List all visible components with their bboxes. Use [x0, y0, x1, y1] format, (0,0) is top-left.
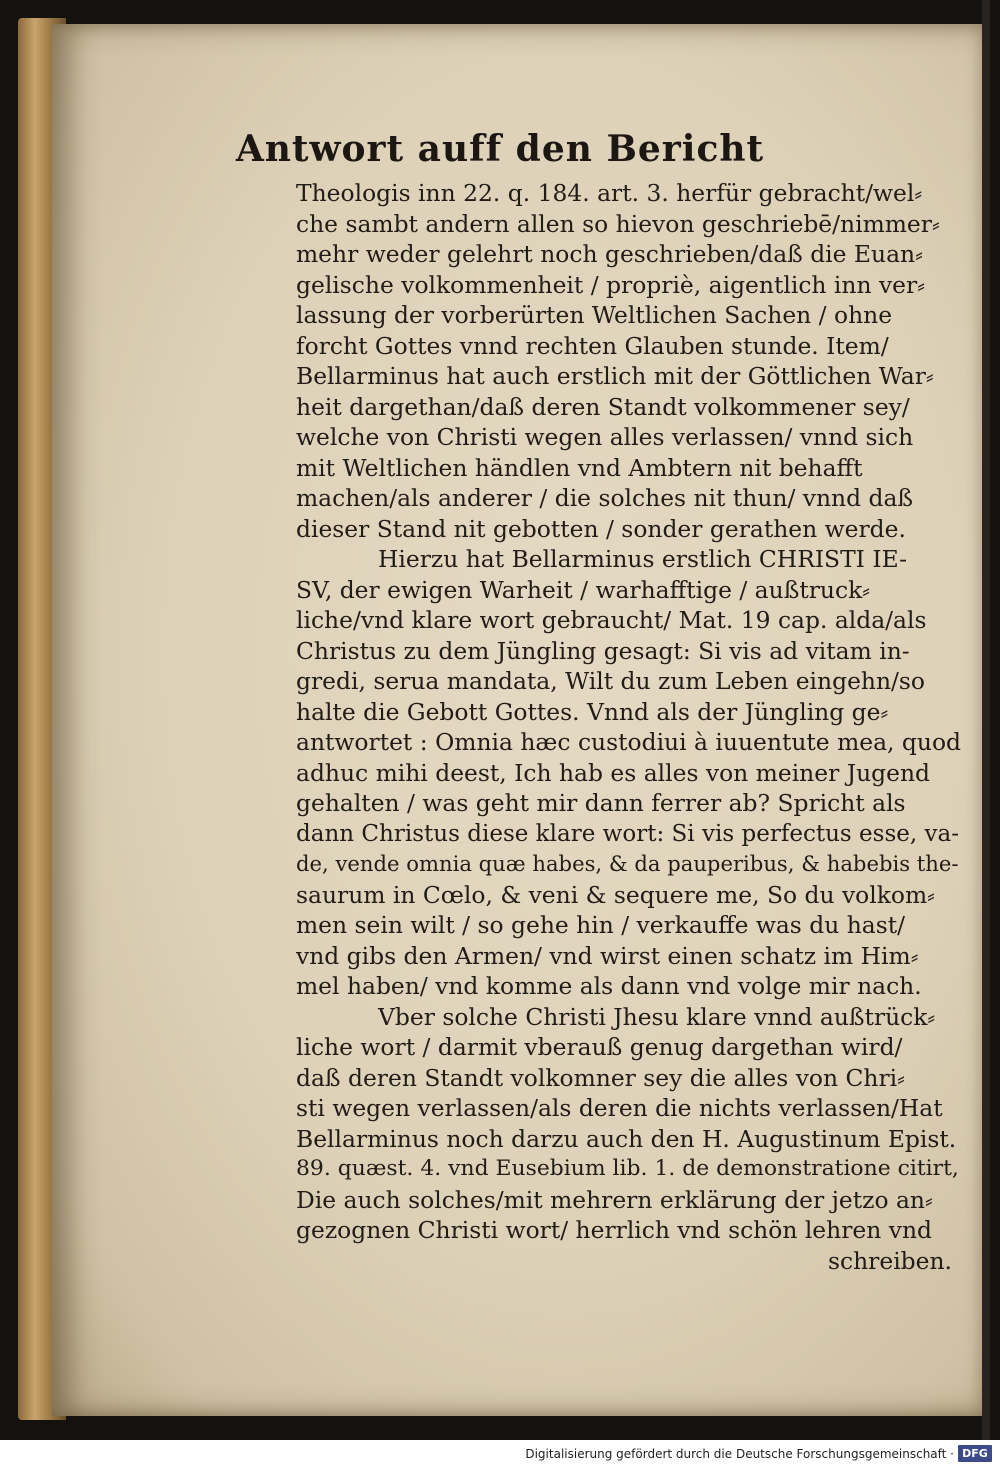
text-line: mit Weltlichen händlen vnd Ambtern nit behafft: [296, 453, 863, 482]
dfg-logo: DFG: [958, 1445, 992, 1462]
text-line: gezognen Christi wort/ herrlich vnd schön lehren vnd: [296, 1216, 932, 1244]
text-line: halte die Gebott Gottes. Vnnd als der Jüngling ge⸗: [296, 697, 889, 726]
text-line: de, vende omnia quæ habes, & da pauperibus, & habebis the-: [296, 851, 959, 876]
text-line: welche von Christi wegen alles verlassen/ vnnd sich: [296, 423, 914, 451]
scan-border: [982, 0, 990, 1440]
text-line: SV, der ewigen Warheit / warhafftige / außtruck⸗: [296, 575, 871, 604]
text-line: 89. quæst. 4. vnd Eusebium lib. 1. de demonstratione citirt,: [296, 1156, 959, 1181]
text-line: dann Christus diese klare wort: Si vis perfectus esse, va-: [296, 820, 960, 847]
text-line: gehalten / was geht mir dann ferrer ab? Spricht als: [296, 789, 906, 817]
text-line: adhuc mihi deest, Ich hab es alles von meiner Jugend: [296, 758, 931, 787]
catchword: schreiben.: [828, 1246, 952, 1275]
text-line: che sambt andern allen so hievon geschriebē/nimmer⸗: [296, 209, 940, 238]
text-line: Vber solche Christi Jhesu klare vnnd außtrück⸗: [378, 1002, 936, 1031]
body-text: [296, 178, 966, 1276]
text-line: liche/vnd klare wort gebraucht/ Mat. 19 cap. alda/als: [296, 606, 927, 634]
text-line: forcht Gottes vnnd rechten Glauben stunde. Item/: [296, 331, 889, 360]
text-line: liche wort / darmit vberauß genug dargethan wird/: [296, 1033, 903, 1061]
text-line: men sein wilt / so gehe hin / verkauffe was du hast/: [296, 911, 906, 939]
text-line: Hierzu hat Bellarminus erstlich CHRISTI IE-: [378, 545, 908, 573]
text-line: heit dargethan/daß deren Standt volkommener sey/: [296, 392, 910, 421]
text-line: Bellarminus hat auch erstlich mit der Göttlichen War⸗: [296, 362, 934, 390]
text-line: machen/als anderer / die solches nit thun/ vnnd daß: [296, 484, 914, 512]
text-line: daß deren Standt volkomner sey die alles von Chri⸗: [296, 1063, 905, 1092]
text-line: dieser Stand nit gebotten / sonder gerathen werde.: [296, 514, 906, 543]
text-line: Die auch solches/mit mehrern erklärung der jetzo an⸗: [296, 1185, 933, 1214]
text-line: saurum in Cœlo, & veni & sequere me, So du volkom⸗: [296, 880, 935, 909]
text-line: Theologis inn 22. q. 184. art. 3. herfür gebracht/wel⸗: [296, 179, 923, 207]
text-line: mel haben/ vnd komme als dann vnd volge mir nach.: [296, 972, 922, 1000]
text-line: gelische volkommenheit / propriè, aigentlich inn ver⸗: [296, 270, 925, 299]
text-line: mehr weder gelehrt noch geschrieben/daß die Euan⸗: [296, 240, 923, 268]
text-line: antwortet : Omnia hæc custodiui à iuuentute mea, quod: [296, 728, 962, 756]
text-line: vnd gibs den Armen/ vnd wirst einen schatz im Him⸗: [296, 941, 919, 970]
funding-credit: Digitalisierung gefördert durch die Deutsche Forschungsgemeinschaft ·: [525, 1447, 954, 1461]
text-line: sti wegen verlassen/als deren die nichts verlassen/Hat: [296, 1094, 943, 1122]
text-line: gredi, serua mandata, Wilt du zum Leben eingehn/so: [296, 667, 926, 695]
text-line: Bellarminus noch darzu auch den H. Augustinum Epist.: [296, 1124, 957, 1153]
text-line: Christus zu dem Jüngling gesagt: Si vis ad vitam in-: [296, 636, 910, 665]
text-line: lassung der vorberürten Weltlichen Sachen / ohne: [296, 301, 893, 329]
footer-bar: [0, 1440, 1000, 1469]
running-head: Antwort auff den Bericht: [235, 128, 765, 170]
